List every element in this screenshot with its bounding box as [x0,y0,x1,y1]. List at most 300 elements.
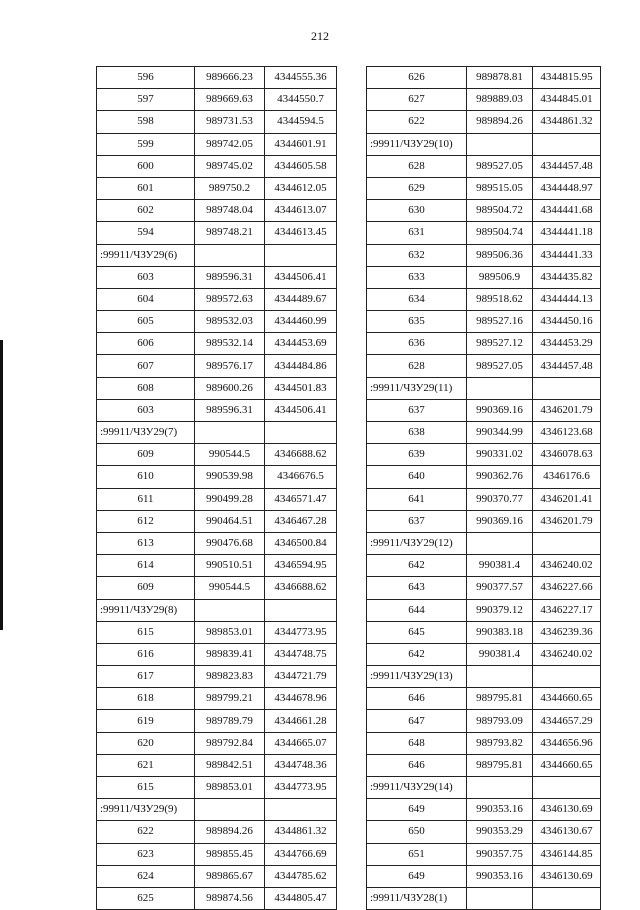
coordinate-row [367,754,601,776]
point-number: 616 [97,643,195,665]
x-coordinate: 990499.28 [195,488,265,510]
point-number: 612 [97,510,195,532]
coordinate-row [367,444,601,466]
x-coordinate: 990369.16 [467,399,533,421]
empty-cell [265,244,337,266]
coordinate-row [367,821,601,843]
y-coordinate: 4344805.47 [265,887,337,909]
point-number: 646 [367,754,467,776]
coordinate-row [367,244,601,266]
x-coordinate: 989793.09 [467,710,533,732]
coordinate-row [367,488,601,510]
x-coordinate: 990379.12 [467,599,533,621]
coordinates-table-left [96,66,337,910]
coordinate-row [367,399,601,421]
empty-cell [467,377,533,399]
coordinate-row [97,821,337,843]
x-coordinate: 989596.31 [195,266,265,288]
x-coordinate: 990353.29 [467,821,533,843]
coordinate-row [97,555,337,577]
y-coordinate: 4344441.68 [533,200,601,222]
coordinate-row [367,643,601,665]
point-number: 597 [97,89,195,111]
y-coordinate: 4346227.66 [533,577,601,599]
parcel-label: :99911/ЧЗУ29(12) [367,532,467,554]
point-number: 620 [97,732,195,754]
point-number: 603 [97,399,195,421]
y-coordinate: 4344766.69 [265,843,337,865]
point-number: 645 [367,621,467,643]
y-coordinate: 4346467.28 [265,510,337,532]
y-coordinate: 4344748.75 [265,643,337,665]
y-coordinate: 4344861.32 [533,111,601,133]
point-number: 636 [367,333,467,355]
group-header-row [97,799,337,821]
coordinate-row [367,710,601,732]
point-number: 633 [367,266,467,288]
coordinate-row [367,865,601,887]
y-coordinate: 4344660.65 [533,688,601,710]
y-coordinate: 4346144.85 [533,843,601,865]
x-coordinate: 989742.05 [195,133,265,155]
point-number: 641 [367,488,467,510]
empty-cell [533,666,601,688]
x-coordinate: 989576.17 [195,355,265,377]
coordinate-row [97,643,337,665]
x-coordinate: 989878.81 [467,67,533,89]
x-coordinate: 989596.31 [195,399,265,421]
group-header-row [367,777,601,799]
coordinate-row [97,311,337,333]
point-number: 621 [97,754,195,776]
y-coordinate: 4344550.7 [265,89,337,111]
coordinate-row [367,732,601,754]
point-number: 622 [97,821,195,843]
point-number: 599 [97,133,195,155]
y-coordinate: 4344773.95 [265,621,337,643]
point-number: 632 [367,244,467,266]
empty-cell [467,532,533,554]
point-number: 609 [97,577,195,599]
point-number: 639 [367,444,467,466]
x-coordinate: 989795.81 [467,754,533,776]
coordinate-row [367,67,601,89]
coordinates-table-right [366,66,601,910]
empty-cell [533,133,601,155]
x-coordinate: 990381.4 [467,643,533,665]
y-coordinate: 4346123.68 [533,422,601,444]
coordinate-row [97,510,337,532]
coordinate-row [97,887,337,909]
y-coordinate: 4344555.36 [265,67,337,89]
point-number: 619 [97,710,195,732]
coordinate-row [97,732,337,754]
y-coordinate: 4346130.67 [533,821,601,843]
empty-cell [533,532,601,554]
point-number: 601 [97,177,195,199]
x-coordinate: 990331.02 [467,444,533,466]
parcel-label: :99911/ЧЗУ29(14) [367,777,467,799]
y-coordinate: 4344453.29 [533,333,601,355]
point-number: 648 [367,732,467,754]
x-coordinate: 989874.56 [195,887,265,909]
point-number: 625 [97,887,195,909]
empty-cell [265,799,337,821]
coordinate-row [367,555,601,577]
point-number: 609 [97,444,195,466]
y-coordinate: 4344501.83 [265,377,337,399]
empty-cell [265,422,337,444]
empty-cell [467,666,533,688]
x-coordinate: 989748.04 [195,200,265,222]
y-coordinate: 4344721.79 [265,666,337,688]
y-coordinate: 4344489.67 [265,288,337,310]
y-coordinate: 4344457.48 [533,355,601,377]
coordinate-row [97,89,337,111]
point-number: 628 [367,355,467,377]
point-number: 644 [367,599,467,621]
x-coordinate: 989839.41 [195,643,265,665]
point-number: 605 [97,311,195,333]
x-coordinate: 990362.76 [467,466,533,488]
point-number: 606 [97,333,195,355]
y-coordinate: 4346571.47 [265,488,337,510]
coordinate-row [97,843,337,865]
point-number: 643 [367,577,467,599]
point-number: 617 [97,666,195,688]
y-coordinate: 4346594.95 [265,555,337,577]
point-number: 629 [367,177,467,199]
point-number: 650 [367,821,467,843]
x-coordinate: 989527.12 [467,333,533,355]
parcel-label: :99911/ЧЗУ29(10) [367,133,467,155]
x-coordinate: 989506.9 [467,266,533,288]
point-number: 622 [367,111,467,133]
y-coordinate: 4344656.96 [533,732,601,754]
x-coordinate: 989855.45 [195,843,265,865]
coordinate-row [367,799,601,821]
y-coordinate: 4344435.82 [533,266,601,288]
x-coordinate: 990381.4 [467,555,533,577]
point-number: 647 [367,710,467,732]
y-coordinate: 4346078.63 [533,444,601,466]
point-number: 649 [367,799,467,821]
coordinate-row [97,865,337,887]
x-coordinate: 989527.16 [467,311,533,333]
empty-cell [533,777,601,799]
x-coordinate: 990370.77 [467,488,533,510]
point-number: 615 [97,777,195,799]
group-header-row [97,244,337,266]
coordinate-row [97,577,337,599]
point-number: 596 [97,67,195,89]
point-number: 614 [97,555,195,577]
x-coordinate: 990544.5 [195,444,265,466]
x-coordinate: 989532.03 [195,311,265,333]
coordinate-row [97,777,337,799]
y-coordinate: 4344484.86 [265,355,337,377]
empty-cell [467,777,533,799]
x-coordinate: 989527.05 [467,355,533,377]
y-coordinate: 4344441.33 [533,244,601,266]
coordinate-row [367,599,601,621]
coordinate-row [97,111,337,133]
point-number: 651 [367,843,467,865]
empty-cell [533,887,601,909]
coordinate-row [367,422,601,444]
coordinate-row [367,200,601,222]
x-coordinate: 989894.26 [467,111,533,133]
x-coordinate: 989853.01 [195,777,265,799]
empty-cell [195,599,265,621]
y-coordinate: 4344594.5 [265,111,337,133]
parcel-label: :99911/ЧЗУ29(13) [367,666,467,688]
empty-cell [533,377,601,399]
parcel-label: :99911/ЧЗУ29(7) [97,422,195,444]
x-coordinate: 989515.05 [467,177,533,199]
coordinate-row [367,577,601,599]
page-number: 212 [311,29,329,43]
coordinate-row [367,311,601,333]
coordinate-row [97,444,337,466]
y-coordinate: 4344678.96 [265,688,337,710]
point-number: 613 [97,532,195,554]
coordinate-row [97,355,337,377]
point-number: 642 [367,643,467,665]
coordinate-row [367,288,601,310]
point-number: 611 [97,488,195,510]
y-coordinate: 4346676.5 [265,466,337,488]
coordinate-row [367,355,601,377]
coordinate-row [367,688,601,710]
coordinate-row [97,288,337,310]
y-coordinate: 4344748.36 [265,754,337,776]
coordinate-row [367,333,601,355]
x-coordinate: 990377.57 [467,577,533,599]
point-number: 627 [367,89,467,111]
group-header-row [367,532,601,554]
point-number: 634 [367,288,467,310]
empty-cell [195,422,265,444]
point-number: 604 [97,288,195,310]
point-number: 623 [97,843,195,865]
group-header-row [367,377,601,399]
y-coordinate: 4346240.02 [533,555,601,577]
coordinate-row [97,377,337,399]
x-coordinate: 990353.16 [467,799,533,821]
x-coordinate: 989889.03 [467,89,533,111]
y-coordinate: 4346688.62 [265,577,337,599]
x-coordinate: 990539.98 [195,466,265,488]
coordinate-row [367,222,601,244]
group-header-row [97,422,337,444]
y-coordinate: 4346176.6 [533,466,601,488]
y-coordinate: 4344845.01 [533,89,601,111]
x-coordinate: 989532.14 [195,333,265,355]
x-coordinate: 989745.02 [195,155,265,177]
point-number: 600 [97,155,195,177]
y-coordinate: 4344613.07 [265,200,337,222]
point-number: 598 [97,111,195,133]
point-number: 638 [367,422,467,444]
y-coordinate: 4344441.18 [533,222,601,244]
y-coordinate: 4346688.62 [265,444,337,466]
point-number: 642 [367,555,467,577]
group-header-row [367,887,601,909]
empty-cell [195,799,265,821]
coordinate-row [97,710,337,732]
coordinate-row [367,510,601,532]
point-number: 594 [97,222,195,244]
point-number: 630 [367,200,467,222]
parcel-label: :99911/ЧЗУ29(8) [97,599,195,621]
x-coordinate: 989748.21 [195,222,265,244]
x-coordinate: 989792.84 [195,732,265,754]
x-coordinate: 990464.51 [195,510,265,532]
y-coordinate: 4346201.79 [533,399,601,421]
point-number: 628 [367,155,467,177]
scan-edge-mark [0,340,3,630]
point-number: 608 [97,377,195,399]
x-coordinate: 989527.05 [467,155,533,177]
coordinate-row [367,155,601,177]
y-coordinate: 4346201.41 [533,488,601,510]
empty-cell [195,244,265,266]
y-coordinate: 4346239.36 [533,621,601,643]
x-coordinate: 989506.36 [467,244,533,266]
x-coordinate: 989669.63 [195,89,265,111]
x-coordinate: 989793.82 [467,732,533,754]
y-coordinate: 4344613.45 [265,222,337,244]
point-number: 626 [367,67,467,89]
coordinate-row [97,488,337,510]
y-coordinate: 4344450.16 [533,311,601,333]
coordinate-row [97,67,337,89]
x-coordinate: 989795.81 [467,688,533,710]
y-coordinate: 4344661.28 [265,710,337,732]
y-coordinate: 4346240.02 [533,643,601,665]
coordinate-row [97,532,337,554]
coordinate-row [97,754,337,776]
x-coordinate: 990353.16 [467,865,533,887]
x-coordinate: 989894.26 [195,821,265,843]
y-coordinate: 4344815.95 [533,67,601,89]
point-number: 635 [367,311,467,333]
x-coordinate: 989842.51 [195,754,265,776]
y-coordinate: 4346201.79 [533,510,601,532]
group-header-row [97,599,337,621]
parcel-label: :99911/ЧЗУ29(6) [97,244,195,266]
y-coordinate: 4344657.29 [533,710,601,732]
y-coordinate: 4346130.69 [533,865,601,887]
group-header-row [367,133,601,155]
point-number: 610 [97,466,195,488]
x-coordinate: 989666.23 [195,67,265,89]
x-coordinate: 989731.53 [195,111,265,133]
coordinate-row [97,688,337,710]
x-coordinate: 990544.5 [195,577,265,599]
coordinate-row [97,466,337,488]
y-coordinate: 4344444.13 [533,288,601,310]
y-coordinate: 4344773.95 [265,777,337,799]
coordinate-row [367,89,601,111]
parcel-label: :99911/ЧЗУ28(1) [367,887,467,909]
coordinate-row [97,200,337,222]
point-number: 649 [367,865,467,887]
point-number: 646 [367,688,467,710]
point-number: 637 [367,510,467,532]
coordinate-row [367,621,601,643]
parcel-label: :99911/ЧЗУ29(9) [97,799,195,821]
point-number: 618 [97,688,195,710]
coordinate-row [97,621,337,643]
coordinate-row [97,177,337,199]
y-coordinate: 4346500.84 [265,532,337,554]
empty-cell [467,887,533,909]
y-coordinate: 4344453.69 [265,333,337,355]
coordinate-row [367,843,601,865]
y-coordinate: 4344785.62 [265,865,337,887]
y-coordinate: 4344457.48 [533,155,601,177]
empty-cell [265,599,337,621]
x-coordinate: 989799.21 [195,688,265,710]
coordinate-row [97,133,337,155]
point-number: 602 [97,200,195,222]
y-coordinate: 4346227.17 [533,599,601,621]
coordinate-row [97,399,337,421]
x-coordinate: 990510.51 [195,555,265,577]
coordinate-row [367,466,601,488]
y-coordinate: 4344506.41 [265,399,337,421]
coordinate-row [97,222,337,244]
coordinate-row [367,177,601,199]
coordinate-row [97,666,337,688]
x-coordinate: 989750.2 [195,177,265,199]
empty-cell [467,133,533,155]
point-number: 637 [367,399,467,421]
y-coordinate: 4346130.69 [533,799,601,821]
parcel-label: :99911/ЧЗУ29(11) [367,377,467,399]
point-number: 640 [367,466,467,488]
coordinate-row [367,111,601,133]
x-coordinate: 989823.83 [195,666,265,688]
y-coordinate: 4344460.99 [265,311,337,333]
x-coordinate: 989572.63 [195,288,265,310]
y-coordinate: 4344605.58 [265,155,337,177]
point-number: 603 [97,266,195,288]
x-coordinate: 990344.99 [467,422,533,444]
coordinate-row [97,155,337,177]
y-coordinate: 4344448.97 [533,177,601,199]
y-coordinate: 4344601.91 [265,133,337,155]
y-coordinate: 4344665.07 [265,732,337,754]
point-number: 624 [97,865,195,887]
x-coordinate: 989853.01 [195,621,265,643]
coordinate-row [97,266,337,288]
y-coordinate: 4344506.41 [265,266,337,288]
coordinate-row [97,333,337,355]
y-coordinate: 4344612.05 [265,177,337,199]
x-coordinate: 990383.18 [467,621,533,643]
coordinate-row [367,266,601,288]
x-coordinate: 989504.74 [467,222,533,244]
y-coordinate: 4344660.65 [533,754,601,776]
x-coordinate: 989865.67 [195,865,265,887]
x-coordinate: 989518.62 [467,288,533,310]
y-coordinate: 4344861.32 [265,821,337,843]
x-coordinate: 989789.79 [195,710,265,732]
point-number: 607 [97,355,195,377]
